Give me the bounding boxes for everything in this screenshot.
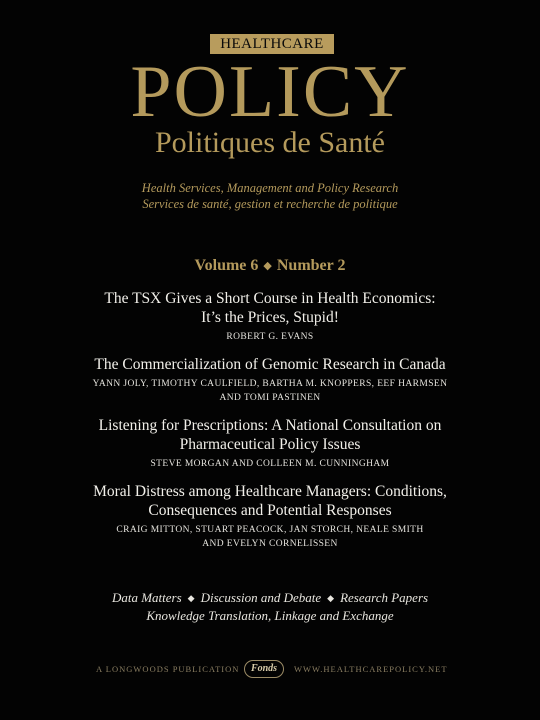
footer xyxy=(0,659,540,679)
article-title xyxy=(30,289,510,327)
fonds-logo: Fonds xyxy=(244,660,284,678)
section-list xyxy=(0,589,540,625)
section-research-papers: Research Papers xyxy=(340,590,429,605)
diamond-separator-icon: ◆ xyxy=(327,593,335,603)
article-list xyxy=(30,289,510,562)
journal-title: POLICY xyxy=(130,51,410,133)
article-item[interactable] xyxy=(30,482,510,551)
section-line-1 xyxy=(0,589,540,607)
article-title-line: Consequences and Potential Responses xyxy=(148,502,392,519)
article-authors-line: YANN JOLY, TIMOTHY CAULFIELD, BARTHA M. KNOPPERS, EEF HARMSEN xyxy=(92,379,448,389)
diamond-separator-icon: ◆ xyxy=(187,593,195,603)
article-authors xyxy=(30,330,510,344)
tagline-french: Services de santé, gestion et recherche de politique xyxy=(142,197,398,211)
article-title-line: Pharmaceutical Policy Issues xyxy=(179,436,361,453)
diamond-separator-icon: ◆ xyxy=(263,260,272,272)
article-title xyxy=(30,355,510,374)
article-title-line: Moral Distress among Healthcare Managers: Conditions, xyxy=(93,483,447,500)
section-discussion-debate: Discussion and Debate xyxy=(200,590,322,605)
article-item[interactable] xyxy=(30,289,510,344)
article-item[interactable] xyxy=(30,355,510,405)
article-authors-line: ROBERT G. EVANS xyxy=(226,332,314,342)
tagline xyxy=(0,180,540,212)
article-authors xyxy=(30,523,510,551)
website-link[interactable]: WWW.HEALTHCAREPOLICY.NET xyxy=(294,664,448,674)
journal-subtitle: Politiques de Santé xyxy=(155,126,385,159)
article-authors xyxy=(30,457,510,471)
article-authors-line: AND TOMI PASTINEN xyxy=(219,393,321,403)
issue-volume-number xyxy=(0,256,540,276)
article-title-line: Listening for Prescriptions: A National Consultation on xyxy=(98,417,442,434)
article-item[interactable] xyxy=(30,416,510,471)
section-knowledge-translation: Knowledge Translation, Linkage and Exchange xyxy=(146,608,394,623)
volume-label: Volume 6 xyxy=(194,257,259,274)
article-title-line: The Commercialization of Genomic Research in Canada xyxy=(94,356,446,373)
healthcare-badge: HEALTHCARE xyxy=(210,34,334,54)
article-title xyxy=(30,416,510,454)
article-title-line: The TSX Gives a Short Course in Health Economics: xyxy=(104,290,436,307)
section-data-matters: Data Matters xyxy=(111,590,182,605)
article-title-line: It’s the Prices, Stupid! xyxy=(201,309,339,326)
article-authors-line: CRAIG MITTON, STUART PEACOCK, JAN STORCH, NEALE SMITH xyxy=(116,525,424,535)
article-authors-line: AND EVELYN CORNELISSEN xyxy=(202,539,338,549)
tagline-english: Health Services, Management and Policy Research xyxy=(141,181,399,195)
publisher-label: A LONGWOODS PUBLICATION xyxy=(96,664,240,674)
number-label: Number 2 xyxy=(276,257,346,274)
article-title xyxy=(30,482,510,520)
article-authors-line: STEVE MORGAN AND COLLEEN M. CUNNINGHAM xyxy=(150,459,390,469)
article-authors xyxy=(30,377,510,405)
